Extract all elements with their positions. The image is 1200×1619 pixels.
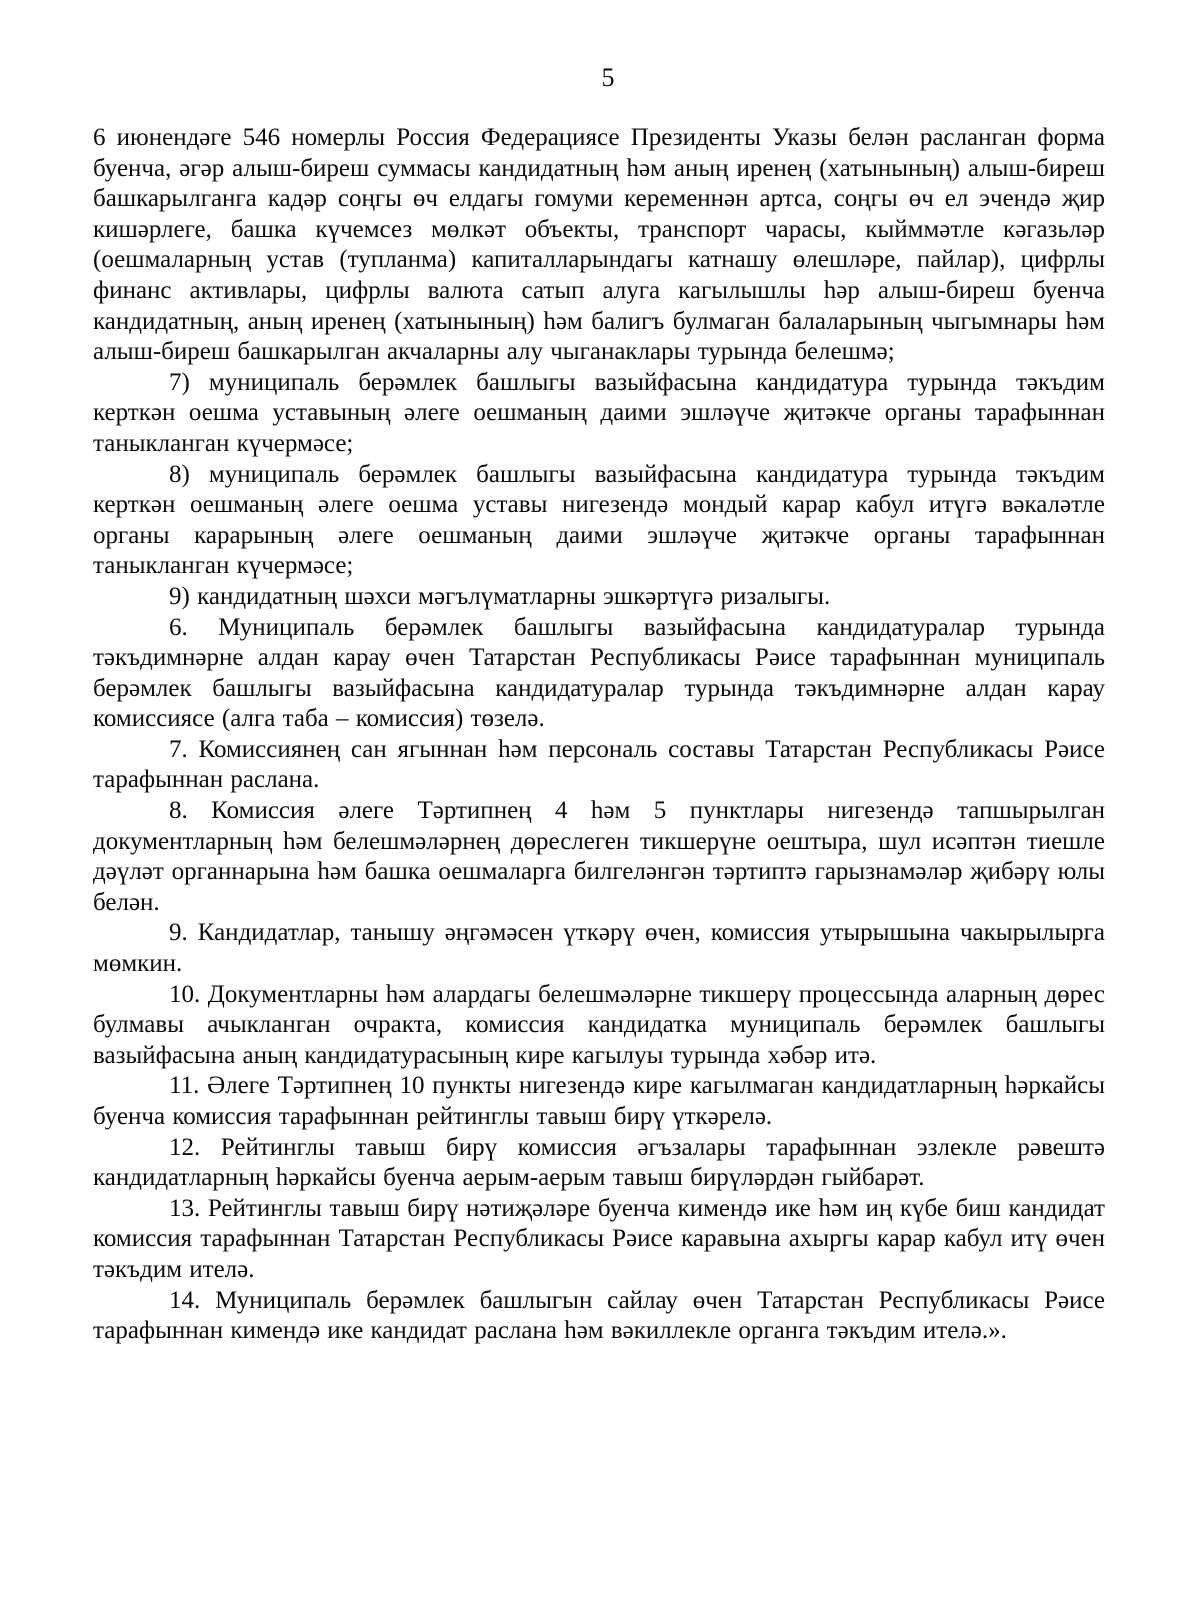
paragraph: 14. Муниципаль берәмлек башлыгын сайлау өчен Татарстан Республикасы Рәисе тарафыннан кимендә ике кандидат раслана һәм вәкиллекле органга тәкъдим ителә.». <box>93 1286 1105 1345</box>
paragraph: 6. Муниципаль берәмлек башлыгы вазыйфасына кандидатуралар турында тәкъдимнәрне алдан карау өчен Татарстан Республикасы Рәисе тарафыннан муниципаль берәмлек башлыгы вазыйфасына кандидатуралар турында тәкъдимнәрне алдан карау комиссиясе (алга таба – комиссия) төзелә. <box>93 613 1105 733</box>
paragraph: 12. Рейтинглы тавыш бирү комиссия әгъзалары тарафыннан эзлекле рәвештә кандидатларның һәркайсы буенча аерым-аерым тавыш бирүләрдән гыйбарәт. <box>93 1133 1105 1192</box>
paragraph: 9) кандидатның шәхси мәгълүматларны эшкәртүгә ризалыгы. <box>169 582 831 610</box>
document-body <box>93 123 1105 1347</box>
paragraph: 9. Кандидатлар, танышу әңгәмәсен үткәрү өчен, комиссия утырышына чакырылырга мөмкин. <box>93 919 1105 978</box>
paragraph: 11. Әлеге Тәртипнең 10 пункты нигезендә кире кагылмаган кандидатларның һәркайсы буенча комиссия тарафыннан рейтинглы тавыш бирү үткәрелә. <box>93 1072 1105 1130</box>
paragraph: 10. Документларны һәм алардагы белешмәләрне тикшерү процессында аларның дөрес булмавы ачыкланган очракта, комиссия кандидатка муниципаль берәмлек башлыгы вазыйфасына аның кандидатурасының кире кагылуы турында хәбәр итә. <box>93 980 1105 1069</box>
paragraph: 8. Комиссия әлеге Тәртипнең 4 һәм 5 пунктлары нигезендә тапшырылган документларның һәм белешмәләрнең дөреслеген тикшерүне оештыра, шул исәптән тиешле дәүләт органнарына һәм башка оешмаларга билгеләнгән тәртиптә гарызнамәләр җибәрү юлы белән. <box>93 797 1105 916</box>
page-number: 5 <box>601 63 615 92</box>
paragraph: 13. Рейтинглы тавыш бирү нәтиҗәләре буенча кимендә ике һәм иң күбе биш кандидат комиссия тарафыннан Татарстан Республикасы Рәисе каравына ахыргы карар кабул итү өчен тәкъдим ителә. <box>93 1194 1105 1283</box>
paragraph: 6 июнендәге 546 номерлы Россия Федерациясе Президенты Указы белән расланган форма буенча, әгәр алыш-биреш суммасы кандидатның һәм аның иренең (хатынының) алыш-биреш башкарылганга кадәр соңгы өч елдагы гомуми кеременнән артса, соңгы өч ел эчендә җир кишәрлеге, башка күчемсез мөлкәт объекты, транспорт чарасы, кыйммәтле кәгазьләр (оешмаларның устав (тупланма) капиталларындагы катнашу өлешләре, пайлар), цифрлы финанс активлары, цифрлы валюта сатып алуга кагылышлы һәр алыш-биреш буенча кандидатның, аның иренең (хатынының) һәм балигъ булмаган балаларының чыгымнары һәм алыш-биреш башкарылган акчаларны алу чыганаклары турында белешмә; <box>93 124 1105 366</box>
paragraph: 8) муниципаль берәмлек башлыгы вазыйфасына кандидатура турында тәкъдим керткән оешманың әлеге оешма уставы нигезендә мондый карар кабул итүгә вәкаләтле органы карарының әлеге оешманың даими эшләүче җитәкче органы тарафыннан таныкланган күчермәсе; <box>93 460 1105 580</box>
paragraph: 7) муниципаль берәмлек башлыгы вазыйфасына кандидатура турында тәкъдим керткән оешма уставының әлеге оешманың даими эшләүче җитәкче органы тарафыннан таныкланган күчермәсе; <box>93 368 1105 457</box>
paragraph: 7. Комиссиянең сан ягыннан һәм персональ составы Татарстан Республикасы Рәисе тарафыннан раслана. <box>93 735 1105 794</box>
